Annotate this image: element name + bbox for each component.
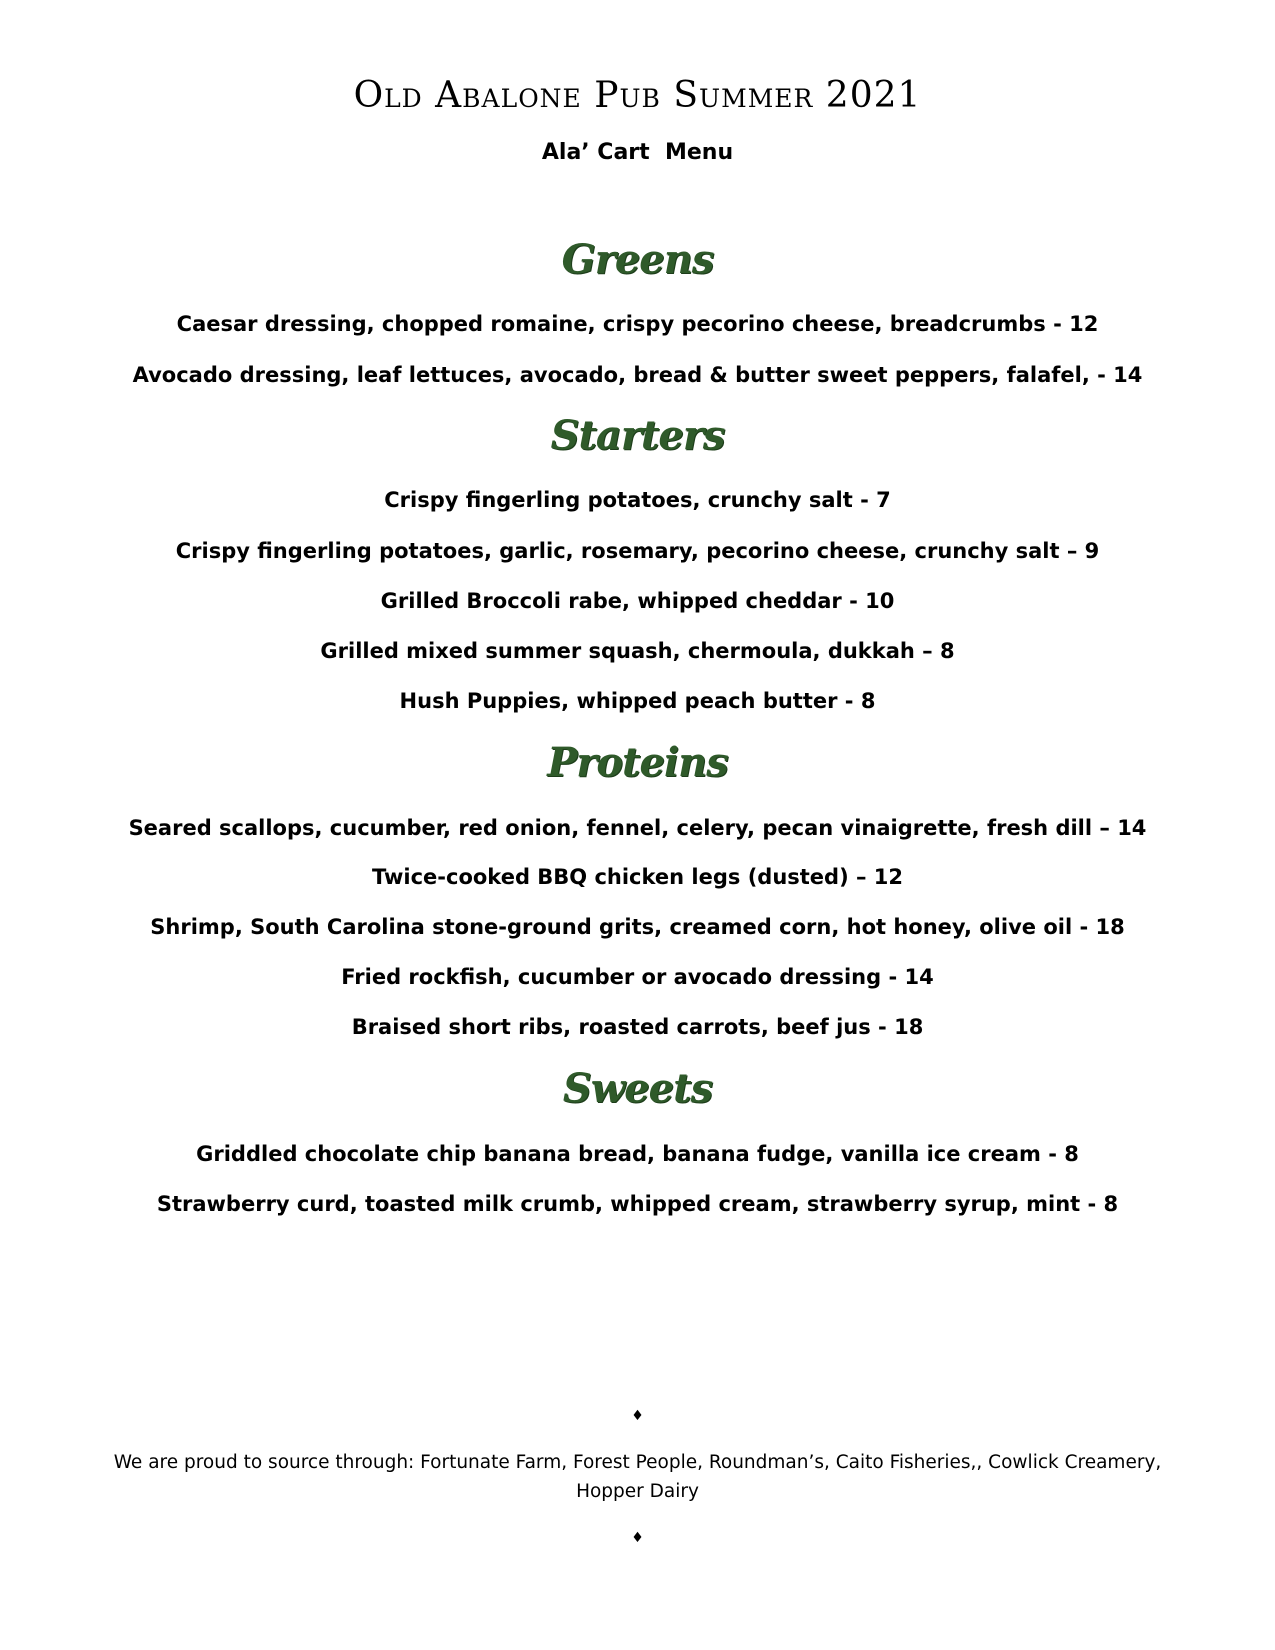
page-title: Old Abalone Pub Summer 2021 [353,75,922,116]
section-heading-greens: Greens [561,236,714,283]
menu-item: Griddled chocolate chip banana bread, banana fudge, vanilla ice cream - 8 [196,1142,1079,1166]
section-heading-proteins: Proteins [547,739,728,786]
menu-item: Crispy fingerling potatoes, crunchy salt - 7 [384,488,891,512]
menu-item: Fried rockfish, cucumber or avocado dressing - 14 [341,965,934,989]
section-heading-sweets: Sweets [562,1065,713,1112]
sourcing-note: We are proud to source through: Fortunate Farm, Forest People, Roundman’s, Caito Fisheries,, Cowlick Creamery, Hopper Dairy [113,1452,1162,1502]
menu-item: Strawberry curd, toasted milk crumb, whipped cream, strawberry syrup, mint - 8 [156,1192,1119,1216]
menu-item: Grilled Broccoli rabe, whipped cheddar - 10 [380,589,895,613]
diamond-divider-top: ♦ [631,1408,644,1424]
menu-subtitle: Ala’ Cart Menu [541,140,734,165]
menu-item: Braised short ribs, roasted carrots, beef jus - 18 [351,1015,924,1039]
section-heading-starters: Starters [550,412,725,459]
menu-item: Crispy fingerling potatoes, garlic, rosemary, pecorino cheese, crunchy salt – 9 [175,539,1100,563]
menu-item: Grilled mixed summer squash, chermoula, dukkah – 8 [320,639,955,663]
menu-item: Avocado dressing, leaf lettuces, avocado, bread & butter sweet peppers, falafel, - 14 [132,363,1143,387]
diamond-divider-bottom: ♦ [631,1530,644,1546]
menu-item: Caesar dressing, chopped romaine, crispy pecorino cheese, breadcrumbs - 12 [176,312,1099,336]
menu-item: Shrimp, South Carolina stone-ground grits, creamed corn, hot honey, olive oil - 18 [150,915,1125,939]
menu-item: Hush Puppies, whipped peach butter - 8 [399,689,876,713]
menu-item: Seared scallops, cucumber, red onion, fennel, celery, pecan vinaigrette, fresh dill – 14 [128,816,1147,840]
menu-item: Twice-cooked BBQ chicken legs (dusted) – 12 [371,865,904,889]
